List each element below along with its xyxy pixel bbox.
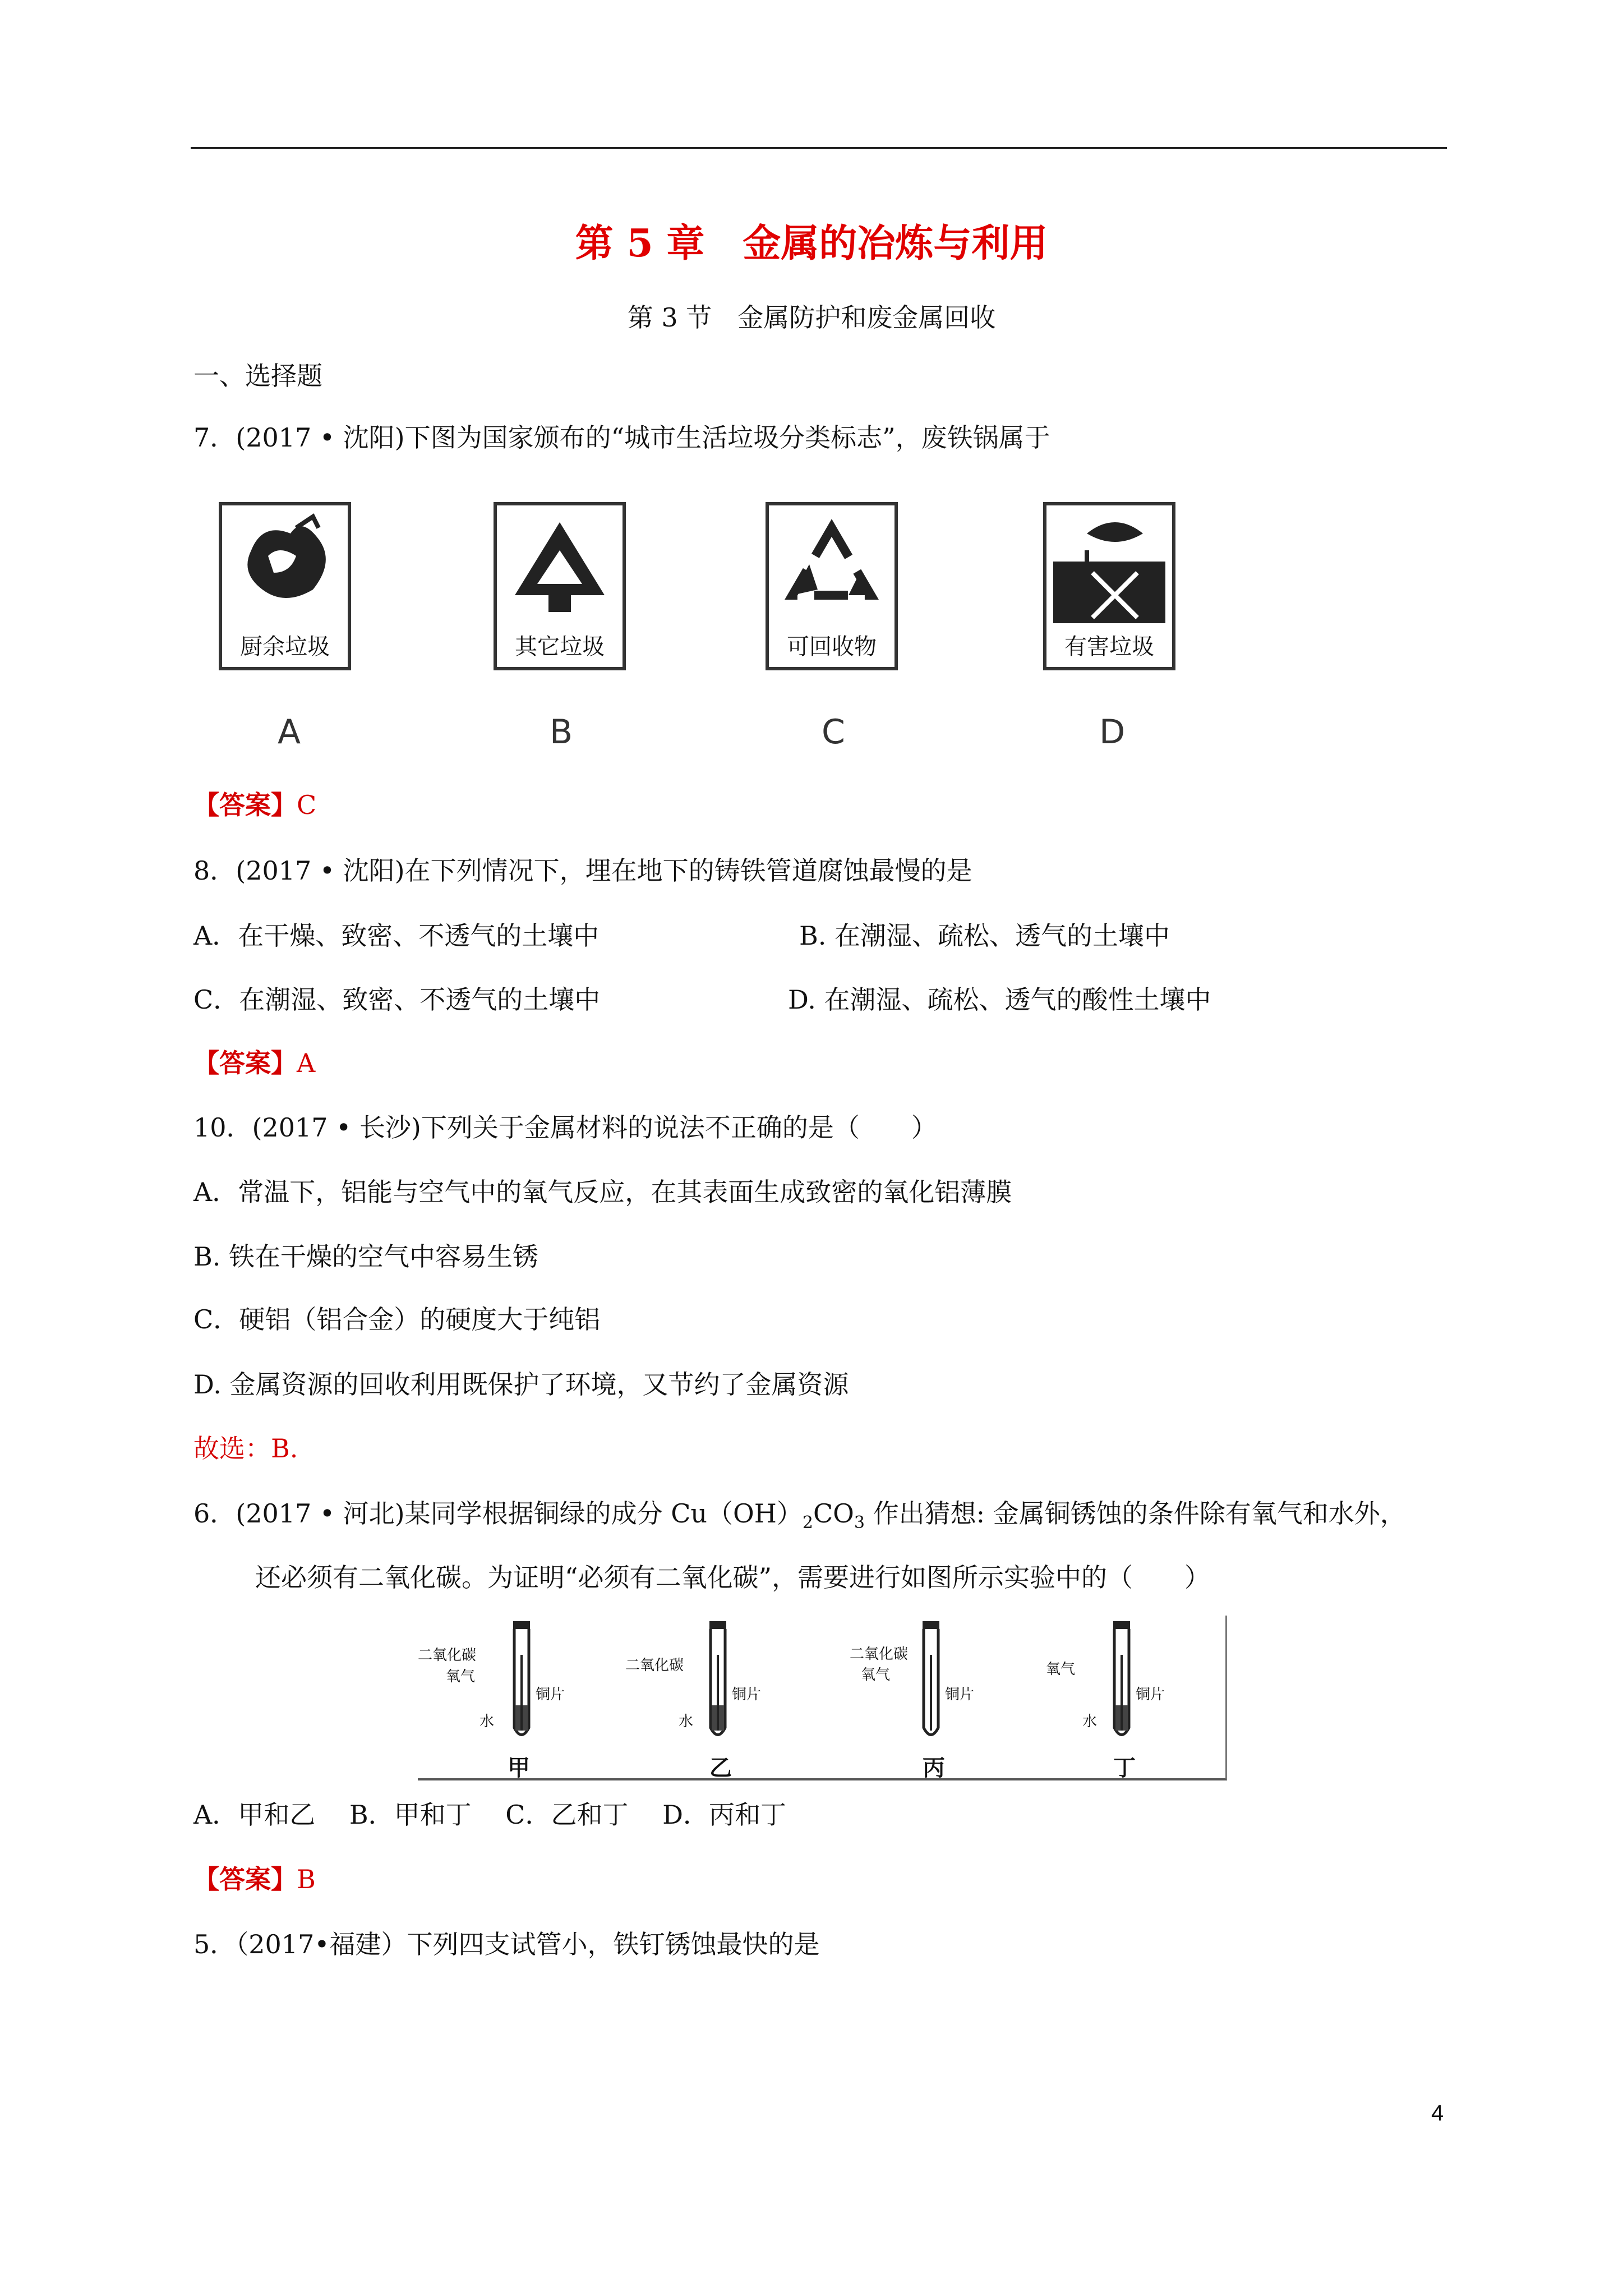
section-title: 第 3 节 金属防护和废金属回收 [627,302,996,333]
q10-option-a: A．常温下，铝能与空气中的氧气反应，在其表面生成致密的氧化铝薄膜 [193,1177,1012,1207]
metal-label: 铜片 [945,1686,975,1703]
answer-bracket: 【答案】 [193,1048,297,1078]
q10-option-b: B. 铁在干燥的空气中容易生锈 [193,1241,539,1272]
gas-label: 氧气 [1046,1661,1076,1678]
sign-kitchen-waste [219,502,351,670]
water-label: 水 [1082,1713,1098,1730]
q6-stem-pre: 6．(2017 • 河北)某同学根据铜绿的成分 Cu（OH） [193,1498,803,1529]
test-tube-yi [625,1616,810,1781]
test-tube-ding [1040,1616,1225,1781]
gas-label: 氧气 [446,1668,476,1685]
q10-option-c: C．硬铝（铝合金）的硬度大于纯铝 [193,1304,601,1335]
q7-stem: 7．(2017 • 沈阳)下图为国家颁布的“城市生活垃圾分类标志”，废铁锅属于 [193,422,1050,453]
sign-recyclable [766,502,898,670]
answer-value: C [297,790,317,820]
gas-label: 二氧化碳 [625,1657,684,1674]
subscript: 3 [854,1513,865,1533]
gas-label: 氧气 [861,1667,891,1683]
sign-label: 其它垃圾 [515,634,605,660]
gas-label: 二氧化碳 [850,1646,909,1663]
q8-answer [193,1046,315,1080]
sign-other-waste [494,502,626,670]
test-tube-jia [418,1616,603,1781]
answer-bracket: 【答案】 [193,1864,297,1894]
formula-part: CO [813,1498,854,1529]
answer-value: B [297,1864,316,1894]
tube-caption: 丁 [1113,1755,1136,1781]
subscript: 2 [802,1513,813,1533]
sign-label: 可回收物 [787,634,877,660]
q10-option-d: D. 金属资源的回收利用既保护了环境，又节约了金属资源 [193,1369,849,1400]
sign-hazardous-waste [1043,502,1175,670]
metal-label: 铜片 [536,1686,565,1703]
tube-caption: 丙 [923,1755,945,1781]
q6-stem-line2: 还必须有二氧化碳。为证明“必须有二氧化碳”，需要进行如图所示实验中的（ ） [255,1562,1211,1593]
answer-value: A [297,1048,316,1078]
page-number: 4 [1431,2101,1444,2125]
tube-caption: 甲 [508,1755,530,1781]
metal-label: 铜片 [732,1686,762,1703]
sign-label: 有害垃圾 [1064,634,1154,660]
test-tube-figure [418,1616,1227,1780]
chapter-title: 第 5 章 金属的冶炼与利用 [575,221,1048,266]
gas-label: 二氧化碳 [418,1647,477,1664]
kitchen-waste-icon [229,511,341,623]
q6-answer [193,1862,316,1896]
q5-stem: 5．（2017•福建）下列四支试管小，铁钉锈蚀最快的是 [193,1929,820,1959]
option-letter-b: B [550,712,573,752]
metal-label: 铜片 [1136,1686,1165,1703]
q6-options: A．甲和乙 B．甲和丁 C．乙和丁 D．丙和丁 [193,1800,786,1830]
hazardous-waste-icon [1053,511,1165,623]
option-letter-d: D [1099,712,1126,752]
tube-caption: 乙 [709,1755,732,1781]
sign-label: 厨余垃圾 [240,634,330,660]
recycle-icon [776,511,888,623]
header-rule [191,147,1447,149]
option-letter-a: A [278,712,301,752]
part-heading: 一、选择题 [193,361,322,391]
water-label: 水 [679,1713,694,1730]
q7-answer [193,788,316,822]
option-letter-c: C [822,712,845,752]
q8-stem: 8．(2017 • 沈阳)在下列情况下，埋在地下的铸铁管道腐蚀最慢的是 [193,855,972,886]
water-label: 水 [479,1713,495,1730]
q10-stem: 10．(2017 • 长沙)下列关于金属材料的说法不正确的是（ ） [193,1112,937,1143]
q6-stem-post: 作出猜想: 金属铜锈蚀的条件除有氧气和水外， [864,1498,1406,1529]
q8-option-d: D. 在潮湿、疏松、透气的酸性土壤中 [788,984,1211,1015]
q6-stem-line1 [193,1497,1406,1540]
other-waste-icon [504,511,616,623]
q8-option-a: A．在干燥、致密、不透气的土壤中 [193,921,600,951]
q8-option-b: B. 在潮湿、疏松、透气的土壤中 [799,921,1170,951]
q8-option-c: C．在潮湿、致密、不透气的土壤中 [193,984,601,1015]
test-tube-bing [850,1616,1035,1781]
q10-answer: 故选：B. [193,1433,298,1464]
answer-bracket: 【答案】 [193,790,297,820]
